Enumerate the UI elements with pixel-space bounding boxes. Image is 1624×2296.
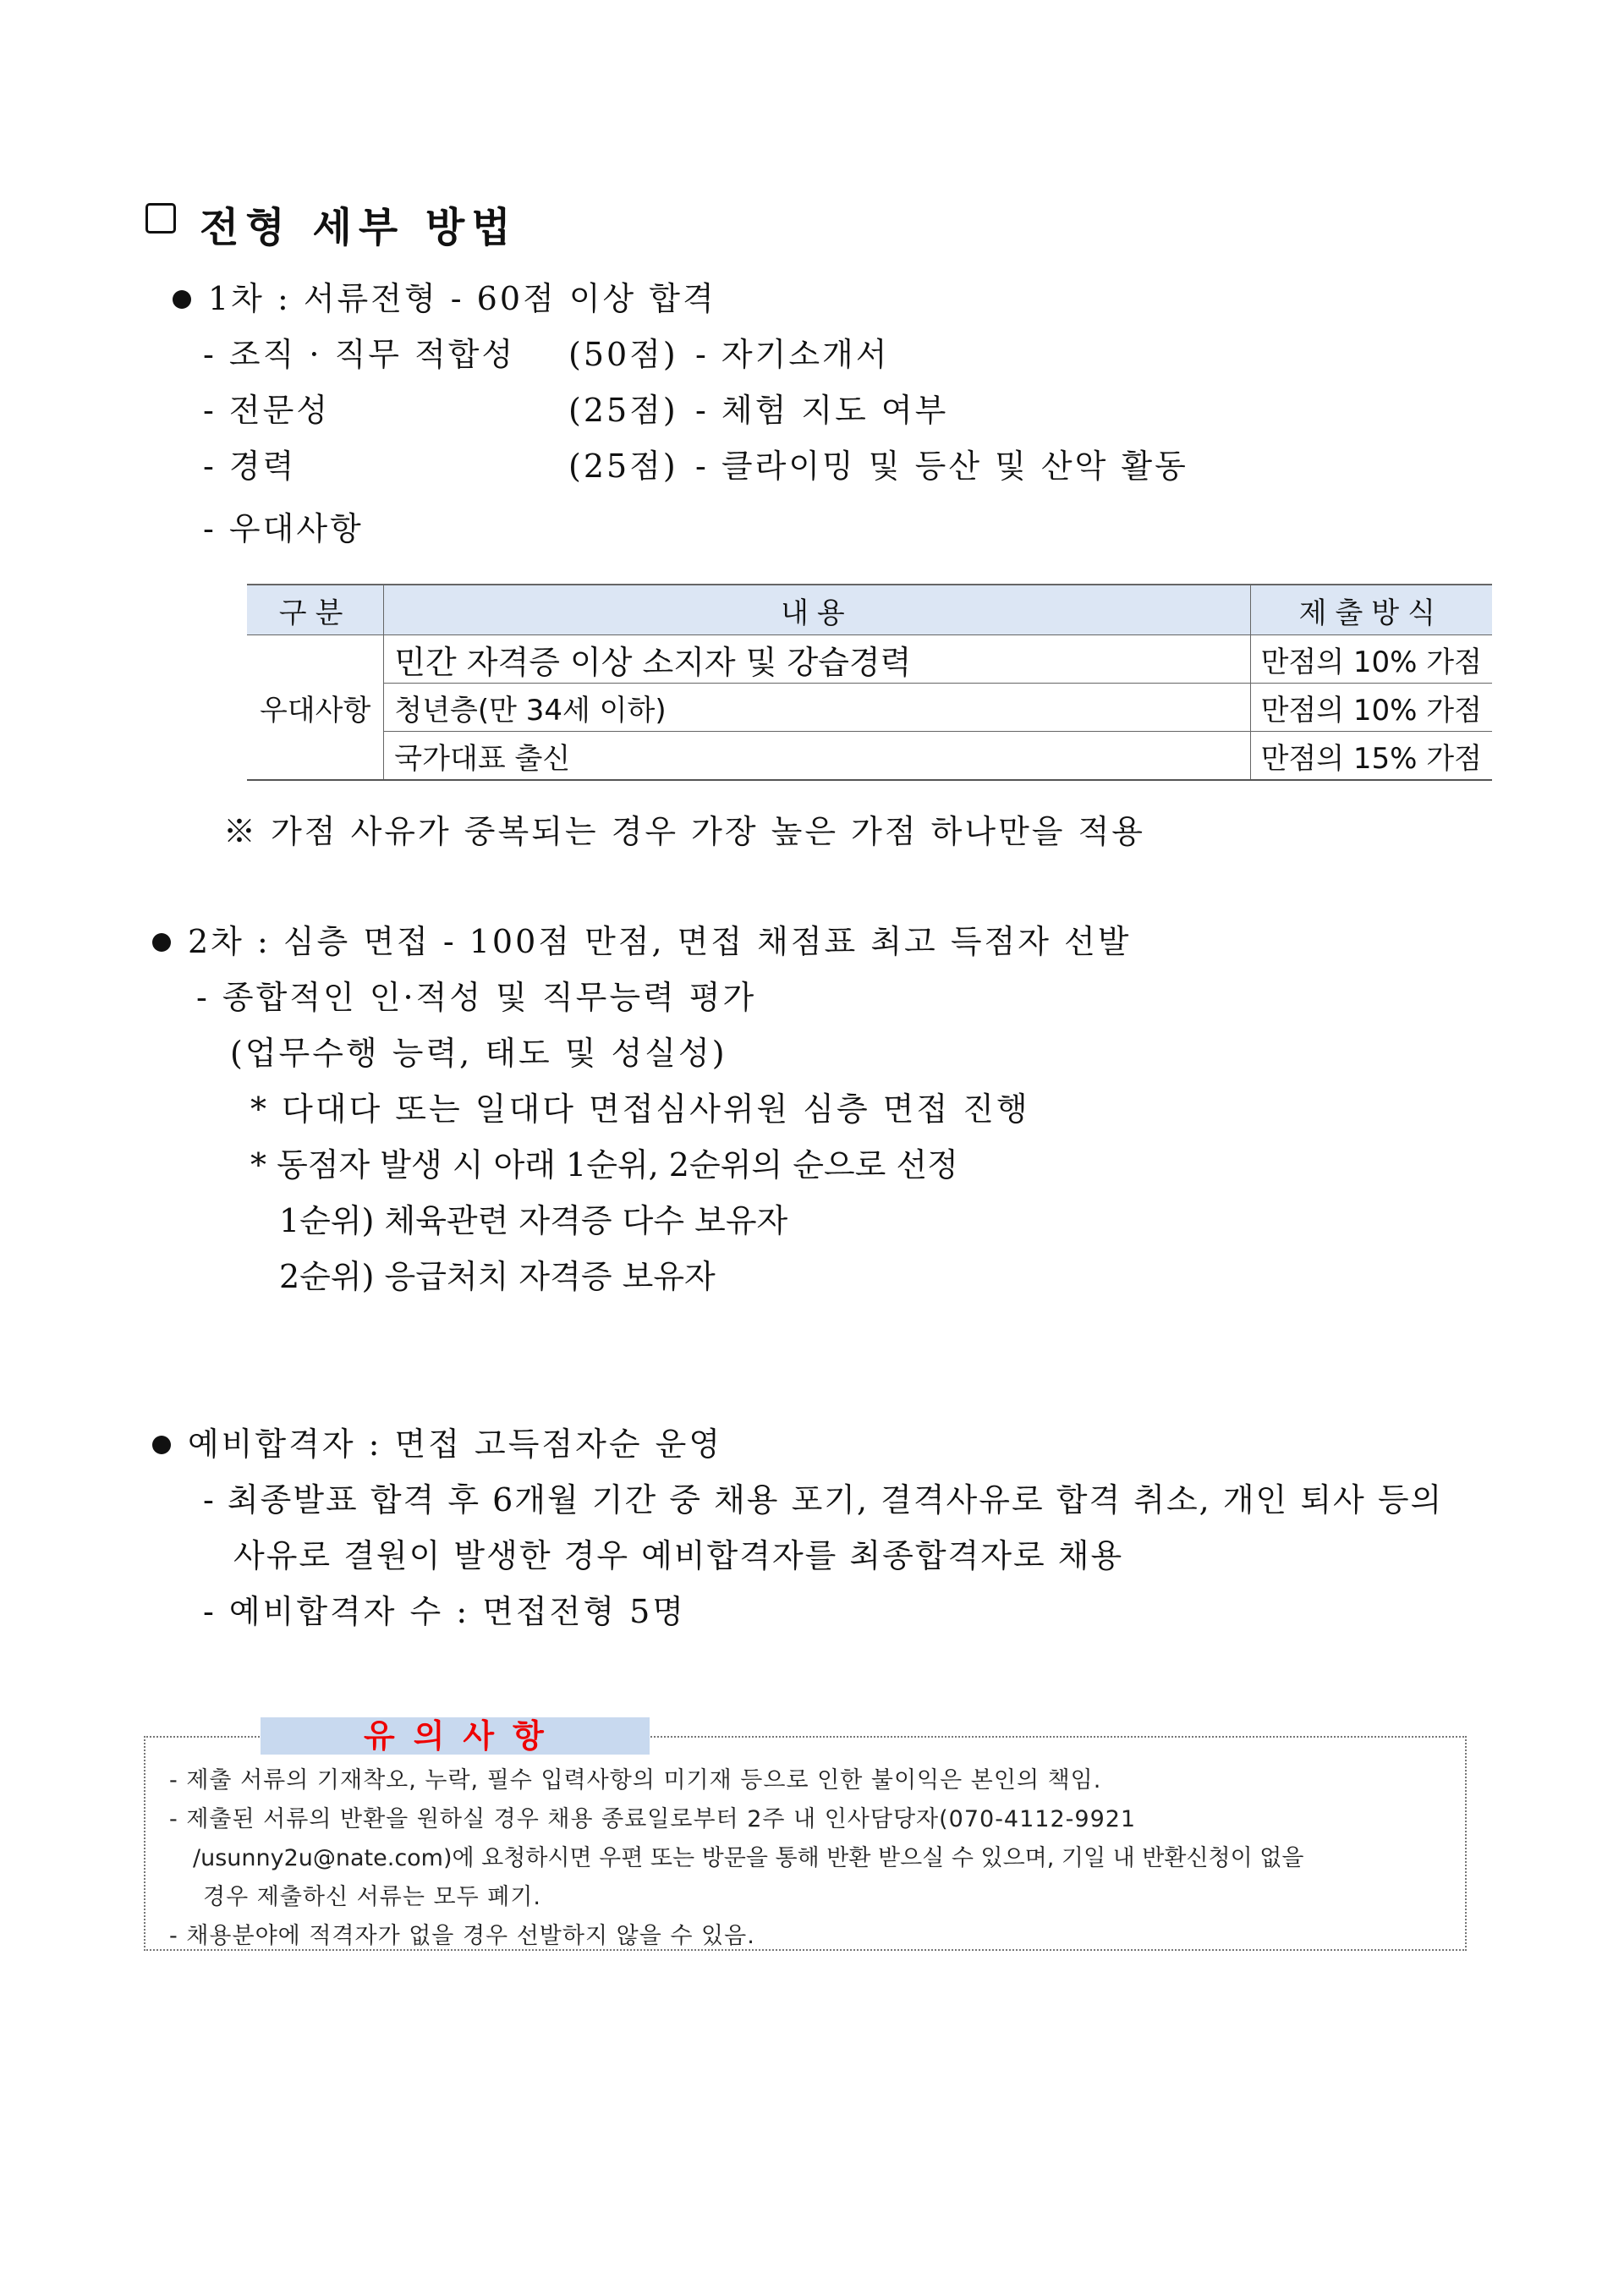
reserve-line-2: 사유로 결원이 발생한 경우 예비합격자를 최종합격자로 채용 bbox=[233, 1537, 1124, 1574]
stage1-header bbox=[173, 272, 716, 319]
stage1-header-text: 1차 : 서류전형 - 60점 이상 합격 bbox=[208, 280, 716, 317]
stage1-item-3-desc: - 클라이밍 및 등산 및 산악 활동 bbox=[695, 448, 1188, 485]
reserve-line-3: - 예비합격자 수 : 면접전형 5명 bbox=[203, 1593, 687, 1630]
section-title: 전형 세부 방법 bbox=[200, 204, 518, 251]
notice-line-3: /usunny2u@nate.com)에 요청하시면 우편 또는 방문을 통해 반환 받으실 수 있으며, 기일 내 반환신청이 없을 bbox=[193, 1845, 1304, 1871]
stage2-line-1: - 종합적인 인·적성 및 직무능력 평가 bbox=[196, 979, 757, 1016]
table-content-cell: 국가대표 출신 bbox=[384, 732, 1250, 781]
table-row bbox=[247, 684, 1492, 732]
notice-line-1: - 제출 서류의 기재착오, 누락, 필수 입력사항의 미기재 등으로 인한 불이익은 본인의 책임. bbox=[169, 1767, 1102, 1793]
table-header-content: 내용 bbox=[384, 585, 1250, 635]
stage1-item-1-desc: - 자기소개서 bbox=[695, 336, 890, 373]
stage2-line-5: 1순위) 체육관련 자격증 다수 보유자 bbox=[279, 1202, 788, 1239]
notice-line-4: 경우 제출하신 서류는 모두 폐기. bbox=[203, 1884, 541, 1910]
stage2-line-2: (업무수행 능력, 태도 및 성실성) bbox=[230, 1035, 727, 1072]
stage2-header bbox=[152, 915, 1131, 962]
notice-title: 유의사항 bbox=[261, 1717, 650, 1755]
stage1-note: ※ 가점 사유가 중복되는 경우 가장 높은 가점 하나만을 적용 bbox=[223, 813, 1145, 850]
notice-line-5: - 채용분야에 적격자가 없을 경우 선발하지 않을 수 있음. bbox=[169, 1923, 755, 1949]
stage1-item-3-label: - 경력 bbox=[203, 448, 297, 485]
table-row bbox=[247, 635, 1492, 684]
preference-table bbox=[247, 584, 1492, 781]
table-header-method: 제출방식 bbox=[1250, 585, 1492, 635]
table-category-cell: 우대사항 bbox=[247, 635, 384, 781]
stage1-item-2-label: - 전문성 bbox=[203, 392, 331, 429]
table-content-cell: 민간 자격증 이상 소지자 및 강습경력 bbox=[384, 635, 1250, 684]
stage1-item-2-score: (25점) bbox=[568, 392, 678, 429]
stage1-item-1-score: (50점) bbox=[568, 336, 678, 373]
bullet-icon bbox=[152, 933, 171, 952]
stage2-line-6: 2순위) 응급처치 자격증 보유자 bbox=[279, 1258, 716, 1295]
table-content-cell: 청년층(만 34세 이하) bbox=[384, 684, 1250, 732]
table-header-category: 구분 bbox=[247, 585, 384, 635]
stage1-item-3-score: (25점) bbox=[568, 448, 678, 485]
stage2-header-text: 2차 : 심층 면접 - 100점 만점, 면접 채점표 최고 득점자 선발 bbox=[188, 923, 1132, 960]
table-method-cell: 만점의 10% 가점 bbox=[1250, 684, 1492, 732]
reserve-line-1: - 최종발표 합격 후 6개월 기간 중 채용 포기, 결격사유로 합격 취소, 개인 퇴사 등의 bbox=[203, 1481, 1444, 1519]
table-method-cell: 만점의 15% 가점 bbox=[1250, 732, 1492, 781]
checkbox-square-icon bbox=[145, 203, 176, 233]
stage1-item-2-desc: - 체험 지도 여부 bbox=[695, 392, 949, 429]
reserve-header-text: 예비합격자 : 면접 고득점자순 운영 bbox=[188, 1425, 723, 1463]
stage2-line-3: * 다대다 또는 일대다 면접심사위원 심층 면접 진행 bbox=[250, 1090, 1030, 1128]
table-method-cell: 만점의 10% 가점 bbox=[1250, 635, 1492, 684]
table-row bbox=[247, 732, 1492, 781]
stage1-item-1-label: - 조직 · 직무 적합성 bbox=[203, 336, 516, 373]
preference-label: - 우대사항 bbox=[203, 510, 364, 547]
bullet-icon bbox=[152, 1436, 171, 1454]
stage2-line-4: * 동점자 발생 시 아래 1순위, 2순위의 순으로 선정 bbox=[250, 1146, 958, 1184]
table-header-row bbox=[247, 585, 1492, 635]
notice-line-2: - 제출된 서류의 반환을 원하실 경우 채용 종료일로부터 2주 내 인사담당자(070-4112-9921 bbox=[169, 1806, 1137, 1832]
reserve-header bbox=[152, 1418, 722, 1464]
bullet-icon bbox=[173, 290, 191, 309]
